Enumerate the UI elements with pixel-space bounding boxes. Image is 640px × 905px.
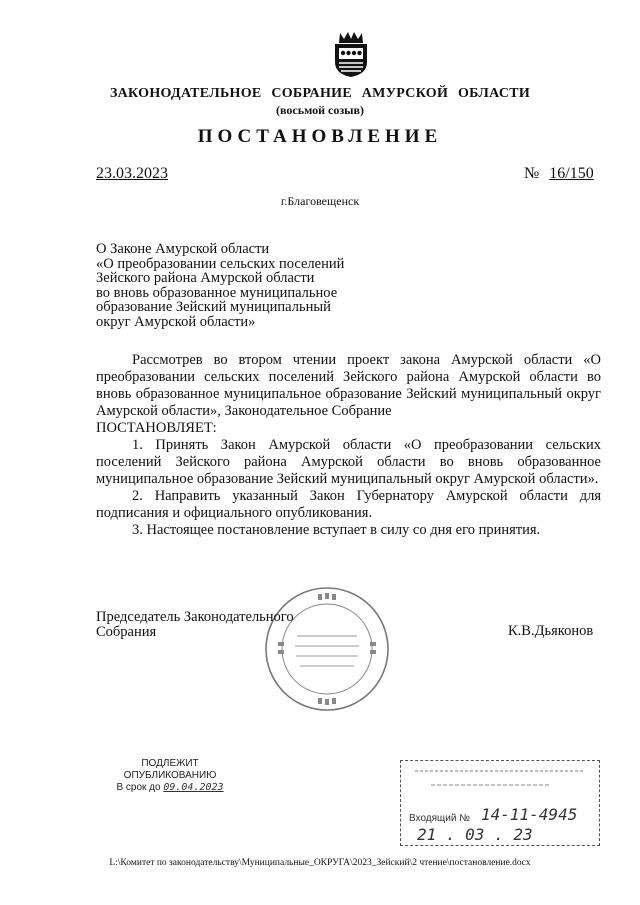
document-body xyxy=(96,352,601,539)
city: г.Благовещенск xyxy=(280,194,360,208)
organization-name: ЗАКОНОДАТЕЛЬНОЕ СОБРАНИЕ АМУРСКОЙ ОБЛАСТИ xyxy=(109,86,531,101)
publish-term-label: В срок до xyxy=(116,782,161,793)
decree-item: 1. Принять Закон Амурской области «О преобразовании сельских поселений Зейского района Амурской области во вновь образованное муниципальное образование Зейский муниципальный округ Амурской области». xyxy=(96,437,601,487)
publish-term xyxy=(110,782,230,794)
subject-line: О Законе Амурской области xyxy=(96,241,270,257)
decree-item: 2. Направить указанный Закон Губернатору Амурской области для подписания и официального опубликования. xyxy=(96,488,601,521)
number-value: 16/150 xyxy=(549,165,594,182)
number-sign: № xyxy=(524,165,540,182)
convocation: (восьмой созыв) xyxy=(276,103,364,117)
signatory-title-line: Собрания xyxy=(96,624,157,640)
preamble: Рассмотрев во втором чтении проект закона Амурской области «О преобразовании сельских поселений Зейского района Амурской области во вновь образованное муниципальное образование Зейский муниципальный округ Амурской области», Законодательное Собрание xyxy=(96,352,601,419)
subject-line: образование Зейский муниципальный xyxy=(96,299,331,315)
publish-stamp-line: ПОДЛЕЖИТ xyxy=(141,758,199,769)
subject-line: «О преобразовании сельских поселений xyxy=(96,255,345,272)
decree-item: 3. Настоящее постановление вступает в силу со дня его принятия. xyxy=(132,522,541,538)
stamp-subheader-icon xyxy=(431,781,551,789)
document-date: 23.03.2023 xyxy=(96,165,168,182)
decree-word: ПОСТАНОВЛЯЕТ: xyxy=(96,420,217,436)
signatory-name: К.В.Дьяконов xyxy=(508,623,594,639)
subject-line: Зейского района Амурской области xyxy=(96,270,315,286)
subject-line: во вновь образованное муниципальное xyxy=(96,284,338,301)
coat-of-arms-icon xyxy=(331,30,371,78)
stamp-header-icon xyxy=(415,767,585,775)
registry-number: 14-11-4945 xyxy=(481,805,578,824)
file-path: L:\Комитет по законодательству\Муниципальные_ОКРУГА\2023_Зейский\2 чтение\постановление.docx xyxy=(109,858,531,868)
registry-label: Входящий № xyxy=(409,813,470,824)
official-seal-icon xyxy=(262,584,392,714)
signatory-title-line: Председатель Законодательного xyxy=(96,609,294,625)
document-type: ПОСТАНОВЛЕНИЕ xyxy=(197,126,443,147)
registry-stamp xyxy=(400,760,600,846)
registry-date: 21 . 03 . 23 xyxy=(417,825,533,844)
document-number xyxy=(524,165,594,183)
publish-term-value: 09.04.2023 xyxy=(163,782,224,793)
publish-stamp xyxy=(110,758,230,794)
document-subject xyxy=(96,242,396,329)
signatory-title xyxy=(96,610,294,640)
subject-line: округ Амурской области» xyxy=(96,313,256,330)
publish-stamp-line: ОПУБЛИКОВАНИЮ xyxy=(123,770,217,781)
